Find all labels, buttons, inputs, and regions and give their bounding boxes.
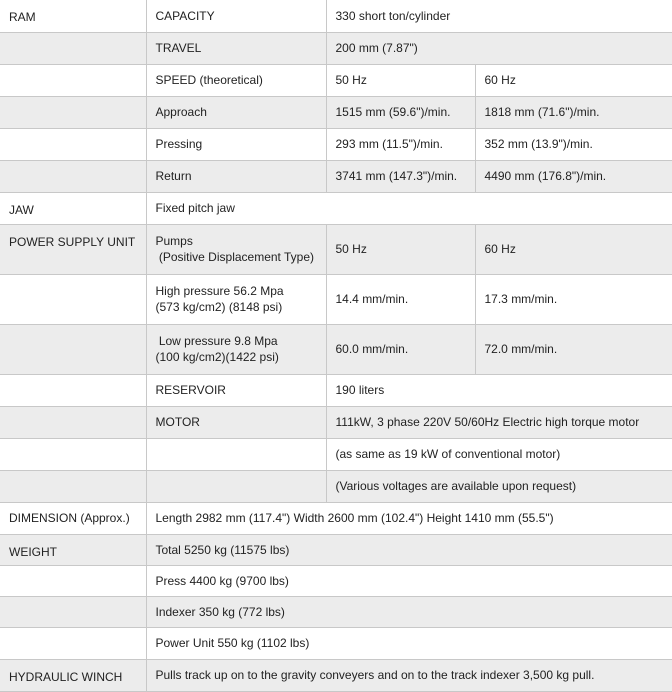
item-capacity: CAPACITY [146, 0, 326, 32]
table-row [0, 438, 672, 470]
item-low-pressure-line1: Low pressure 9.8 Mpa [155, 334, 278, 348]
section-label-empty [0, 160, 146, 192]
table-row [0, 406, 672, 438]
header-pumps-50hz: 50 Hz [326, 224, 475, 274]
table-row [0, 565, 672, 596]
value-travel: 200 mm (7.87") [326, 32, 672, 64]
table-row [0, 96, 672, 128]
section-label-jaw: JAW [0, 192, 146, 224]
table-row [0, 224, 672, 274]
table-row [0, 324, 672, 374]
section-label-empty [0, 274, 146, 324]
value-approach-50hz: 1515 mm (59.6")/min. [326, 96, 475, 128]
value-low-pressure-60hz: 72.0 mm/min. [475, 324, 672, 374]
table-row [0, 627, 672, 659]
section-label-dimension: DIMENSION (Approx.) [0, 502, 146, 534]
value-pressing-60hz: 352 mm (13.9")/min. [475, 128, 672, 160]
table-row [0, 0, 672, 32]
table-row [0, 502, 672, 534]
item-empty [146, 470, 326, 502]
table-row [0, 64, 672, 96]
section-label-empty [0, 627, 146, 659]
value-motor-note-1: (as same as 19 kW of conventional motor) [326, 438, 672, 470]
header-pumps-60hz: 60 Hz [475, 224, 672, 274]
value-motor-note-2: (Various voltages are available upon request) [326, 470, 672, 502]
item-motor: MOTOR [146, 406, 326, 438]
value-weight-total: Total 5250 kg (11575 lbs) [146, 534, 672, 565]
value-approach-60hz: 1818 mm (71.6")/min. [475, 96, 672, 128]
value-return-50hz: 3741 mm (147.3")/min. [326, 160, 475, 192]
item-low-pressure-line2: (100 kg/cm2)(1422 psi) [155, 350, 279, 364]
table-row [0, 192, 672, 224]
value-hydraulic-winch: Pulls track up on to the gravity conveyers and on to the track indexer 3,500 kg pull. [146, 659, 672, 691]
section-label-empty [0, 64, 146, 96]
item-return: Return [146, 160, 326, 192]
section-label-ram: RAM [0, 0, 146, 32]
value-high-pressure-60hz: 17.3 mm/min. [475, 274, 672, 324]
value-jaw: Fixed pitch jaw [146, 192, 672, 224]
section-label-power-supply-unit: POWER SUPPLY UNIT [0, 224, 146, 274]
section-label-empty [0, 438, 146, 470]
value-weight-press: Press 4400 kg (9700 lbs) [146, 565, 672, 596]
value-return-60hz: 4490 mm (176.8")/min. [475, 160, 672, 192]
header-50hz: 50 Hz [326, 64, 475, 96]
item-high-pressure-line1: High pressure 56.2 Mpa [155, 284, 284, 298]
header-60hz: 60 Hz [475, 64, 672, 96]
table-row [0, 160, 672, 192]
item-high-pressure-line2: (573 kg/cm2) (8148 psi) [155, 300, 283, 314]
value-low-pressure-50hz: 60.0 mm/min. [326, 324, 475, 374]
section-label-empty [0, 324, 146, 374]
item-pumps [146, 224, 326, 274]
table-row [0, 274, 672, 324]
value-reservoir: 190 liters [326, 374, 672, 406]
table-row [0, 128, 672, 160]
section-label-empty [0, 596, 146, 627]
value-motor: 111kW, 3 phase 220V 50/60Hz Electric high torque motor [326, 406, 672, 438]
item-speed: SPEED (theoretical) [146, 64, 326, 96]
section-label-empty [0, 32, 146, 64]
section-label-empty [0, 406, 146, 438]
item-low-pressure [146, 324, 326, 374]
section-label-empty [0, 128, 146, 160]
item-high-pressure [146, 274, 326, 324]
item-travel: TRAVEL [146, 32, 326, 64]
value-weight-power-unit: Power Unit 550 kg (1102 lbs) [146, 627, 672, 659]
item-pressing: Pressing [146, 128, 326, 160]
value-pressing-50hz: 293 mm (11.5")/min. [326, 128, 475, 160]
table-row [0, 470, 672, 502]
value-weight-indexer: Indexer 350 kg (772 lbs) [146, 596, 672, 627]
item-pumps-line2: (Positive Displacement Type) [155, 250, 315, 264]
table-row [0, 374, 672, 406]
item-empty [146, 438, 326, 470]
table-row [0, 659, 672, 691]
table-row [0, 596, 672, 627]
table-row [0, 32, 672, 64]
section-label-empty [0, 470, 146, 502]
section-label-empty [0, 96, 146, 128]
section-label-weight: WEIGHT [0, 534, 146, 565]
item-reservoir: RESERVOIR [146, 374, 326, 406]
section-label-empty [0, 374, 146, 406]
item-approach: Approach [146, 96, 326, 128]
section-label-hydraulic-winch: HYDRAULIC WINCH [0, 659, 146, 691]
value-dimension: Length 2982 mm (117.4") Width 2600 mm (102.4") Height 1410 mm (55.5") [146, 502, 672, 534]
value-capacity: 330 short ton/cylinder [326, 0, 672, 32]
table-row [0, 534, 672, 565]
section-label-empty [0, 565, 146, 596]
item-pumps-line1: Pumps [155, 234, 193, 248]
value-high-pressure-50hz: 14.4 mm/min. [326, 274, 475, 324]
